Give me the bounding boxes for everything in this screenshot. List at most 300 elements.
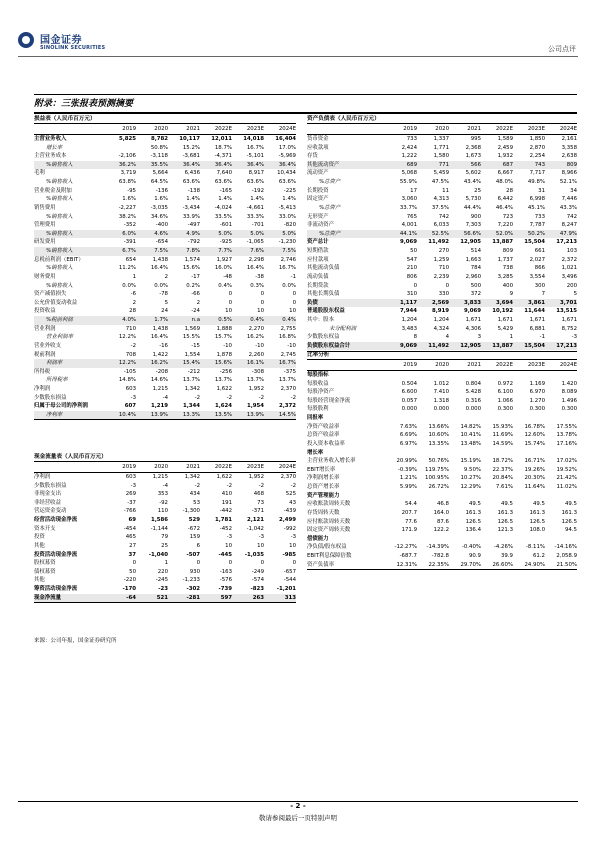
balance-cell: 2,424 [401, 144, 417, 151]
income-year-header: 2019 [122, 126, 136, 132]
income-cell: 13.9% [150, 411, 168, 418]
income-cell: 12,011 [211, 136, 232, 142]
income-cell: 10 [257, 308, 264, 315]
balance-cell: 2,870 [529, 144, 545, 151]
cashflow-cell: 1 [164, 560, 168, 567]
income-cell: -4 [162, 394, 168, 401]
cashflow-cell: 73 [257, 499, 264, 506]
balance-cell: 11,644 [524, 308, 545, 315]
brand-name: 国金证券 [40, 35, 82, 46]
ratio-row [307, 397, 577, 406]
balance-cell: 1,663 [465, 256, 481, 263]
balance-title-rule [307, 123, 577, 124]
ratio-cell: 50.76% [428, 458, 449, 465]
balance-row-label: 资产总计 [307, 239, 329, 246]
cashflow-row [34, 490, 296, 499]
income-cell: 14.5% [278, 411, 296, 418]
balance-cell: 5,429 [497, 325, 513, 332]
balance-row-label: 应收款项 [307, 144, 329, 151]
cashflow-row [34, 594, 296, 603]
ratio-year-header: 2023E [527, 362, 545, 368]
balance-cell: 1,259 [433, 256, 449, 263]
income-row [34, 169, 296, 178]
income-row [34, 333, 296, 342]
balance-cell: 1,737 [497, 256, 513, 263]
income-cell: 1,344 [182, 403, 200, 410]
balance-cell: 3,060 [401, 196, 417, 203]
income-cell: -136 [155, 187, 168, 194]
ratio-row [307, 423, 577, 432]
cashflow-cell: -739 [218, 586, 232, 593]
income-cell: 1,624 [214, 403, 232, 410]
balance-row-label: %总资产 [319, 204, 341, 211]
income-cell: 0.2% [186, 282, 200, 289]
income-cell: 5.0% [218, 230, 232, 237]
ratio-cell: 6.600 [401, 389, 417, 396]
balance-row [307, 256, 577, 265]
cashflow-cell: -170 [122, 586, 136, 593]
income-cell: -16 [159, 342, 168, 349]
income-cell: 10,434 [277, 170, 296, 177]
ratio-cell: 20.84% [492, 475, 513, 482]
income-cell: 36.2% [118, 161, 136, 168]
balance-cell: 56.6% [463, 230, 481, 237]
balance-cell: 1,673 [465, 153, 481, 160]
income-row [34, 195, 296, 204]
income-cell: -352 [123, 222, 136, 229]
ratio-cell: 18.72% [492, 458, 513, 465]
income-cell: 654 [125, 256, 136, 263]
ratio-cell: 12.60% [524, 432, 545, 439]
cashflow-cell: 1,586 [150, 517, 168, 524]
balance-row [307, 221, 577, 230]
ratio-year-header: 2020 [435, 362, 449, 368]
ratio-cell: 17.55% [556, 423, 577, 430]
ratio-row-label: 偿债能力 [307, 535, 329, 542]
balance-cell: 661 [534, 248, 545, 255]
cashflow-cell: 220 [157, 568, 168, 575]
income-cell: 6.7% [122, 248, 136, 255]
income-row-label: 税前利润 [34, 351, 56, 358]
balance-year-header: 2020 [435, 126, 449, 132]
ratio-row [307, 526, 577, 535]
balance-cell: 2,372 [561, 256, 577, 263]
cashflow-cell: 525 [285, 491, 296, 498]
balance-cell: 25 [474, 187, 481, 194]
cashflow-cell: 353 [157, 491, 168, 498]
sinolink-logo-icon [18, 32, 34, 48]
cashflow-cell: -3 [130, 482, 136, 489]
ratio-cell: 54.4 [404, 501, 417, 508]
balance-cell: 5,602 [465, 170, 481, 177]
income-cell: -5,101 [246, 153, 264, 160]
income-row [34, 316, 296, 325]
balance-cell: 3,554 [529, 273, 545, 280]
balance-row [307, 307, 577, 316]
income-row-label: %税前利润 [46, 317, 73, 324]
income-row [34, 238, 296, 247]
income-cell: 4.0% [122, 317, 136, 324]
balance-cell: 547 [406, 256, 417, 263]
income-row-label: 营业利润 [34, 325, 56, 332]
section-top-rule [34, 94, 577, 95]
ratio-row-label: 投入资本收益率 [307, 440, 345, 447]
income-cell: 63.6% [278, 179, 296, 186]
income-cell: 1.4% [282, 196, 296, 203]
income-cell: 2,270 [248, 325, 264, 332]
balance-cell: 17,213 [556, 342, 577, 349]
ratio-cell: 20.99% [396, 458, 417, 465]
balance-cell: 809 [566, 161, 577, 168]
cashflow-cell: 6 [196, 542, 200, 549]
income-cell: -2 [226, 394, 232, 401]
cashflow-cell: 191 [221, 499, 232, 506]
ratio-title-rule [307, 359, 577, 360]
income-cell: -2 [290, 394, 296, 401]
cashflow-cell: -454 [123, 525, 136, 532]
balance-cell: 1,932 [497, 153, 513, 160]
ratio-cell: 108.0 [529, 527, 545, 534]
balance-cell: 866 [534, 265, 545, 272]
cashflow-cell: 69 [128, 517, 136, 524]
balance-cell: 7,303 [465, 222, 481, 229]
income-cell: -2 [194, 394, 200, 401]
income-cell: 1,622 [216, 385, 232, 392]
income-cell: -3 [130, 394, 136, 401]
cashflow-cell: 269 [125, 491, 136, 498]
income-row [34, 178, 296, 187]
cashflow-cell: -163 [219, 568, 232, 575]
income-cell: -3,118 [150, 153, 168, 160]
income-cell: 63.6% [214, 179, 232, 186]
income-cell: -24 [191, 308, 200, 315]
cashflow-cell: -1,300 [182, 508, 200, 515]
balance-cell: 7,944 [399, 308, 417, 315]
income-cell: 1.6% [154, 196, 168, 203]
balance-cell: 300 [534, 282, 545, 289]
income-cell: -701 [251, 222, 264, 229]
ratio-cell: 16.78% [524, 423, 545, 430]
ratio-cell: 7.410 [433, 389, 449, 396]
income-cell: -78 [159, 291, 168, 298]
ratio-row-label: 固定资产周转天数 [307, 527, 351, 534]
income-cell: 2,746 [280, 256, 296, 263]
income-cell: 0.5% [218, 317, 232, 324]
income-cell: 2,260 [248, 351, 264, 358]
balance-row [307, 152, 577, 161]
income-cell: 1,888 [216, 325, 232, 332]
income-cell: 5 [164, 299, 168, 306]
income-cell: 10 [289, 308, 296, 315]
income-row-label: %销售收入 [46, 282, 73, 289]
cashflow-cell: 1,342 [184, 474, 200, 480]
ratio-year-header: 2021 [467, 362, 481, 368]
cashflow-row [34, 533, 296, 542]
balance-cell: 1,222 [401, 153, 417, 160]
income-cell: 16.7% [278, 360, 296, 367]
balance-row [307, 333, 577, 342]
income-cell: -3,035 [150, 204, 168, 211]
ratio-cell: 10.60% [428, 432, 449, 439]
income-cell: -654 [155, 239, 168, 246]
cashflow-row [34, 576, 296, 585]
ratio-cell: 49.5 [564, 501, 577, 508]
income-row-label: 营业税金及附加 [34, 187, 72, 194]
income-cell: 13.3% [182, 411, 200, 418]
ratio-cell: 0.316 [465, 397, 481, 404]
income-row [34, 152, 296, 161]
ratio-cell: 11.02% [556, 484, 577, 491]
cashflow-row-label: 其他 [34, 577, 45, 584]
cashflow-cell: -576 [219, 577, 232, 584]
income-row-label: 管理费用 [34, 222, 56, 229]
balance-row-label: 存货 [307, 153, 318, 160]
balance-cell: 1,204 [433, 317, 449, 324]
income-cell: 16.2% [150, 360, 168, 367]
income-cell: -192 [251, 187, 264, 194]
cashflow-row-label: 净利润 [34, 474, 51, 480]
income-row [34, 402, 296, 411]
ratio-cell: 6.97% [399, 440, 417, 447]
income-cell: 5,664 [152, 170, 168, 177]
income-cell: 1,574 [184, 256, 200, 263]
income-cell: 4.6% [154, 230, 168, 237]
balance-cell: 4,324 [433, 325, 449, 332]
balance-cell: 12,905 [460, 239, 481, 246]
balance-row [307, 238, 577, 247]
balance-cell: 52.0% [495, 230, 513, 237]
income-cell: 16.0% [214, 265, 232, 272]
income-cell: -10 [223, 342, 232, 349]
cashflow-row [34, 499, 296, 508]
cashflow-cell: -281 [186, 594, 200, 601]
income-cell: -308 [251, 368, 264, 375]
income-row-label: 净利润 [34, 385, 51, 392]
income-cell: 63.6% [246, 179, 264, 186]
income-cell: 2,370 [280, 385, 296, 392]
income-cell: -5,969 [278, 153, 296, 160]
income-cell: 17.0% [278, 144, 296, 151]
cashflow-cell: 2,121 [246, 517, 264, 524]
ratio-row [307, 371, 577, 380]
balance-cell: 48.0% [495, 179, 513, 186]
cashflow-cell: -672 [187, 525, 200, 532]
balance-cell: 43.3% [559, 204, 577, 211]
income-row-label: 息税前利润（EBIT） [34, 256, 84, 263]
cashflow-cell: 79 [161, 534, 168, 541]
ratio-cell: -687.7 [399, 553, 417, 560]
balance-cell: 44.4% [463, 204, 481, 211]
ratio-cell: 1.420 [561, 380, 577, 387]
cashflow-cell: -3 [258, 534, 264, 541]
income-cell: 7.5% [282, 248, 296, 255]
balance-year-header: 2024E [559, 126, 577, 132]
balance-cell: 0 [413, 282, 417, 289]
income-row [34, 290, 296, 299]
cashflow-row [34, 473, 296, 482]
balance-cell: 6,033 [433, 222, 449, 229]
income-cell: 34.6% [150, 213, 168, 220]
income-cell: 15.6% [182, 265, 200, 272]
balance-cell: 2,368 [465, 144, 481, 151]
income-cell: 1,438 [152, 256, 168, 263]
income-cell: 13.7% [182, 377, 200, 384]
income-cell: -3,434 [182, 204, 200, 211]
cashflow-row-label: 现金净流量 [34, 594, 61, 601]
income-cell: 15.5% [182, 334, 200, 341]
balance-cell: 2,459 [497, 144, 513, 151]
ratio-bottom-rule [307, 569, 577, 570]
income-cell: 1,878 [216, 351, 232, 358]
balance-cell: 9,069 [463, 308, 481, 315]
ratio-cell: 8.089 [561, 389, 577, 396]
balance-cell: 44.1% [399, 230, 417, 237]
balance-cell: 103 [566, 248, 577, 255]
ratio-cell: 17.16% [556, 440, 577, 447]
income-row-label: %销售收入 [46, 265, 73, 272]
balance-cell: 742 [566, 213, 577, 220]
ratio-cell: 13.66% [428, 423, 449, 430]
cashflow-cell: 434 [189, 491, 200, 498]
balance-row-label: %总资产 [319, 179, 341, 186]
cashflow-cell: 1,215 [152, 474, 168, 480]
income-year-header: 2021 [186, 126, 200, 132]
ratio-year-header: 2022E [495, 362, 513, 368]
balance-row [307, 144, 577, 153]
balance-row-label: 长期贷款 [307, 282, 329, 289]
cashflow-year-header: 2021 [186, 464, 200, 470]
balance-cell: 7,220 [497, 222, 513, 229]
balance-cell: 743 [534, 161, 545, 168]
cashflow-cell: -92 [159, 499, 168, 506]
balance-row-label: 非流动资产 [307, 222, 334, 229]
income-cell: 16.2% [246, 334, 264, 341]
balance-cell: 710 [438, 265, 449, 272]
ratio-cell: -0.40% [461, 544, 481, 551]
income-row-label: 净利率 [46, 411, 63, 418]
income-row-label: 所得税 [34, 368, 51, 375]
ratio-row [307, 440, 577, 449]
ratio-row [307, 414, 577, 423]
ratio-row [307, 518, 577, 527]
balance-cell: 9,069 [399, 239, 417, 246]
cashflow-row [34, 585, 296, 594]
balance-row [307, 342, 577, 351]
balance-cell: 45.1% [527, 204, 545, 211]
income-row [34, 368, 296, 377]
balance-cell: 4,306 [465, 325, 481, 332]
cashflow-cell: -2 [258, 482, 264, 489]
balance-cell: 3 [477, 334, 481, 341]
income-cell: 16.4% [246, 265, 264, 272]
balance-row [307, 325, 577, 334]
income-cell: 16.1% [246, 360, 264, 367]
cashflow-cell: -1,144 [150, 525, 168, 532]
ratio-row [307, 561, 577, 570]
income-row [34, 351, 296, 360]
cashflow-cell: 0 [260, 560, 264, 567]
balance-cell: 270 [438, 248, 449, 255]
balance-cell: 2,161 [561, 136, 577, 142]
income-cell: 16.8% [278, 334, 296, 341]
income-cell: 13.7% [214, 377, 232, 384]
ratio-row [307, 405, 577, 414]
balance-cell: 0 [445, 282, 449, 289]
income-year-header: 2024E [278, 126, 296, 132]
income-row [34, 411, 296, 420]
section-title: 附录：三张报表预测摘要 [34, 99, 134, 109]
income-year-header: 2022E [214, 126, 232, 132]
ratio-row-label: 资产管理能力 [307, 492, 340, 499]
balance-cell: 12,905 [460, 342, 481, 349]
balance-cell: 6,998 [529, 196, 545, 203]
ratio-row-label: 主营业务收入增长率 [307, 458, 356, 465]
balance-cell: 1,671 [497, 317, 513, 324]
ratio-cell: 0.300 [529, 406, 545, 413]
ratio-cell: 126.5 [465, 518, 481, 525]
income-cell: 3,719 [120, 170, 136, 177]
income-cell: 64.5% [150, 179, 168, 186]
income-cell: 1,438 [152, 325, 168, 332]
balance-cell: 8 [413, 334, 417, 341]
cashflow-cell: 1,622 [216, 474, 232, 480]
income-cell: 12.2% [118, 360, 136, 367]
ratio-row [307, 543, 577, 552]
ratio-cell: 14.59% [492, 440, 513, 447]
income-cell: -165 [219, 187, 232, 194]
cashflow-cell: 0 [292, 560, 296, 567]
balance-cell: 11,492 [428, 342, 449, 349]
cashflow-cell: 110 [157, 508, 168, 515]
income-cell: 6.0% [122, 230, 136, 237]
income-row-label: 归属于母公司的净利润 [34, 403, 88, 410]
income-cell: -4,371 [214, 153, 232, 160]
balance-cell: 3,694 [495, 299, 513, 306]
income-cell: 0 [228, 299, 232, 306]
balance-cell: 8,919 [431, 308, 449, 315]
ratio-cell: 21.42% [556, 475, 577, 482]
ratio-cell: 14.82% [460, 423, 481, 430]
cashflow-cell: 2,499 [278, 517, 296, 524]
income-cell: 1,569 [184, 325, 200, 332]
ratio-cell: 13.35% [428, 440, 449, 447]
balance-cell: 210 [406, 265, 417, 272]
ratio-cell: 126.5 [497, 518, 513, 525]
cashflow-cell: -249 [251, 568, 264, 575]
ratio-row [307, 449, 577, 458]
cashflow-cell: 468 [253, 491, 264, 498]
balance-row [307, 290, 577, 299]
cashflow-cell: 27 [129, 542, 136, 549]
ratio-cell: 15.19% [460, 458, 481, 465]
balance-cell: 4,313 [433, 196, 449, 203]
balance-cell: 10,192 [492, 308, 513, 315]
balance-row-label: 普通股股东权益 [307, 308, 345, 315]
income-cell: -792 [187, 239, 200, 246]
ratio-year-header: 2019 [403, 362, 417, 368]
balance-row-label: 未分配利润 [329, 325, 356, 332]
ratio-cell: 87.6 [436, 518, 449, 525]
income-cell: -1,230 [278, 239, 296, 246]
cashflow-cell: 37 [128, 551, 136, 558]
cashflow-cell: 410 [221, 491, 232, 498]
income-row [34, 342, 296, 351]
cashflow-row [34, 542, 296, 551]
balance-cell: 52.5% [431, 230, 449, 237]
income-cell: 0.3% [250, 282, 264, 289]
income-cell: -208 [155, 368, 168, 375]
ratio-cell: 26.72% [428, 484, 449, 491]
